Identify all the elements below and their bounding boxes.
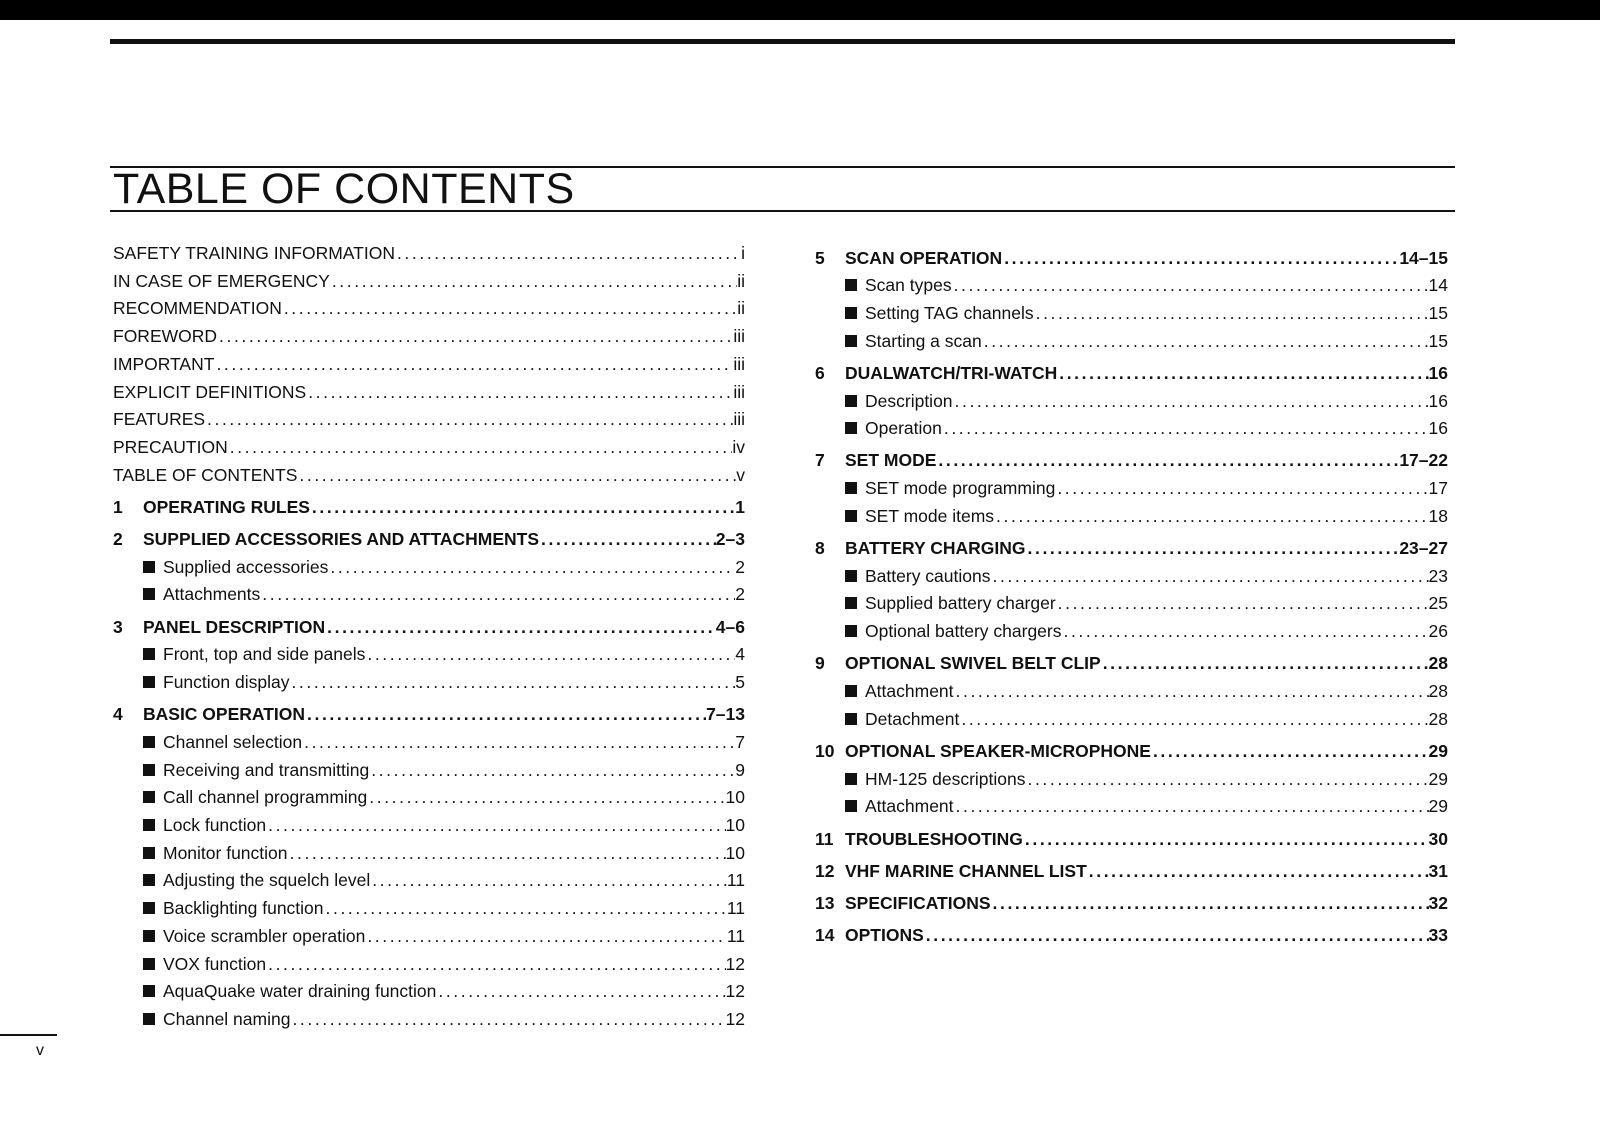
dot-leader [1089, 858, 1429, 886]
square-bullet-icon [143, 791, 155, 803]
entry-page-number: 7–13 [706, 704, 745, 725]
square-bullet-icon [143, 930, 155, 942]
square-bullet-icon [845, 395, 857, 407]
dot-leader [1057, 475, 1428, 503]
toc-entry-sub [815, 475, 1448, 503]
entry-page-number: 2 [735, 556, 745, 577]
dot-leader [216, 351, 733, 379]
entry-label: SAFETY TRAINING INFORMATION [113, 243, 395, 263]
toc-columns [113, 240, 1448, 1034]
entry-page-number: 28 [1428, 653, 1448, 674]
entry-label: IMPORTANT [113, 353, 215, 374]
dot-leader [996, 503, 1429, 531]
toc-entry-front [113, 295, 745, 323]
square-bullet-icon [143, 648, 155, 660]
entry-label: Attachment [865, 681, 954, 702]
page-number: v [36, 1042, 44, 1059]
chapter-number: 4 [113, 704, 123, 725]
entry-page-number: 12 [725, 981, 745, 1002]
dot-leader [1025, 826, 1429, 854]
toc-entry-sub [815, 766, 1448, 794]
chapter-number: 10 [815, 740, 835, 761]
toc-entry-sub [113, 757, 745, 785]
entry-label: Detachment [865, 708, 960, 729]
toc-entry-sub [815, 618, 1448, 646]
dot-leader [299, 462, 736, 490]
square-bullet-icon [845, 510, 857, 522]
square-bullet-icon [143, 874, 155, 886]
dot-leader [367, 641, 735, 669]
toc-entry-sub [113, 978, 745, 1006]
entry-page-number: 14 [1428, 275, 1448, 296]
dot-leader [1059, 360, 1428, 388]
entry-label: OPTIONAL SPEAKER-MICROPHONE [845, 740, 1151, 761]
dot-leader [944, 415, 1429, 443]
entry-page-number: iii [733, 381, 745, 402]
entry-label: SUPPLIED ACCESSORIES AND ATTACHMENTS [143, 529, 540, 550]
dot-leader [312, 494, 735, 522]
chapter-number: 1 [113, 496, 123, 517]
entry-label: DUALWATCH/TRI-WATCH [845, 362, 1058, 383]
toc-entry-front [113, 379, 745, 407]
dot-leader [956, 678, 1429, 706]
toc-entry-chapter [113, 701, 745, 729]
dot-leader [326, 895, 727, 923]
toc-entry-sub [113, 867, 745, 895]
toc-entry-chapter [815, 535, 1448, 563]
dot-leader [541, 526, 716, 554]
entry-page-number: 32 [1428, 892, 1448, 913]
entry-page-number: 10 [725, 787, 745, 808]
toc-entry-front [113, 406, 745, 434]
dot-leader [1027, 766, 1428, 794]
toc-entry-sub [815, 590, 1448, 618]
dot-leader [291, 669, 735, 697]
entry-page-number: 23–27 [1399, 538, 1448, 559]
entry-label: SPECIFICATIONS [845, 892, 991, 913]
dot-leader [1153, 738, 1429, 766]
entry-label: Scan types [865, 275, 952, 296]
toc-entry-chapter [113, 526, 745, 554]
entry-label: OPERATING RULES [143, 496, 310, 517]
entry-label: Description [865, 390, 953, 411]
square-bullet-icon [143, 847, 155, 859]
entry-page-number: 11 [726, 925, 745, 946]
toc-entry-chapter [815, 245, 1448, 273]
entry-label: FEATURES [113, 409, 206, 430]
entry-label: PANEL DESCRIPTION [143, 616, 326, 637]
entry-page-number: 16 [1428, 418, 1448, 439]
toc-entry-chapter [815, 360, 1448, 388]
entry-page-number: 11 [726, 898, 745, 919]
dot-leader [926, 922, 1429, 950]
entry-label: Call channel programming [163, 787, 368, 808]
chapter-number: 2 [113, 529, 123, 550]
toc-entry-sub [815, 388, 1448, 416]
toc-entry-sub [113, 923, 745, 951]
entry-label: Voice scrambler operation [163, 925, 366, 946]
square-bullet-icon [143, 676, 155, 688]
entry-page-number: 17 [1428, 478, 1448, 499]
chapter-number: 11 [815, 828, 834, 849]
dot-leader [268, 951, 725, 979]
entry-label: IN CASE OF EMERGENCY [113, 270, 330, 291]
dot-leader [397, 240, 741, 268]
dot-leader [304, 729, 735, 757]
entry-label: OPTIONAL SWIVEL BELT CLIP [845, 653, 1101, 674]
entry-label: SET mode programming [865, 478, 1056, 499]
entry-page-number: 12 [725, 953, 745, 974]
square-bullet-icon [845, 335, 857, 347]
entry-label: Backlighting function [163, 898, 324, 919]
entry-page-number: ii [737, 270, 745, 291]
dot-leader [438, 978, 725, 1006]
toc-entry-sub [815, 678, 1448, 706]
entry-label: Operation [865, 418, 942, 439]
entry-page-number: 16 [1428, 362, 1448, 383]
dot-leader [290, 840, 726, 868]
entry-page-number: 4 [735, 644, 745, 665]
toc-entry-front [113, 268, 745, 296]
toc-entry-sub [113, 641, 745, 669]
toc-entry-front [113, 462, 745, 490]
dot-leader [207, 406, 733, 434]
entry-page-number: 16 [1428, 390, 1448, 411]
toc-entry-sub [113, 895, 745, 923]
toc-entry-chapter [815, 650, 1448, 678]
toc-entry-chapter [815, 447, 1448, 475]
entry-label: FOREWORD [113, 326, 218, 347]
dot-leader [955, 388, 1429, 416]
entry-page-number: ii [737, 298, 745, 319]
chapter-number: 13 [815, 892, 835, 913]
entry-page-number: 33 [1428, 925, 1448, 946]
chapter-number: 14 [815, 925, 835, 946]
entry-label: BASIC OPERATION [143, 704, 306, 725]
entry-page-number: 1 [735, 496, 745, 517]
entry-page-number: 29 [1428, 740, 1448, 761]
toc-entry-sub [113, 669, 745, 697]
square-bullet-icon [143, 588, 155, 600]
dot-leader [307, 701, 706, 729]
page-title: TABLE OF CONTENTS [113, 165, 575, 213]
entry-label: Monitor function [163, 842, 288, 863]
entry-page-number: 9 [735, 759, 745, 780]
entry-label: RECOMMENDATION [113, 298, 282, 319]
dot-leader [219, 323, 733, 351]
dot-leader [1103, 650, 1429, 678]
top-black-bar [0, 0, 1600, 20]
dot-leader [262, 581, 735, 609]
entry-label: TABLE OF CONTENTS [113, 464, 298, 485]
entry-label: SET MODE [845, 450, 937, 471]
toc-entry-front [113, 351, 745, 379]
entry-label: OPTIONS [845, 925, 924, 946]
square-bullet-icon [845, 625, 857, 637]
chapter-number: 12 [815, 860, 835, 881]
entry-page-number: 2 [735, 584, 745, 605]
entry-page-number: 7 [735, 731, 745, 752]
entry-page-number: 14–15 [1399, 247, 1448, 268]
square-bullet-icon [845, 597, 857, 609]
entry-page-number: 29 [1428, 768, 1448, 789]
toc-entry-sub [815, 415, 1448, 443]
square-bullet-icon [845, 570, 857, 582]
square-bullet-icon [845, 307, 857, 319]
chapter-number: 5 [815, 247, 825, 268]
square-bullet-icon [845, 422, 857, 434]
title-block [110, 166, 1455, 212]
dot-leader [369, 784, 725, 812]
toc-entry-sub [815, 793, 1448, 821]
dot-leader [308, 379, 733, 407]
header-thick-rule [110, 39, 1455, 44]
dot-leader [992, 563, 1428, 591]
toc-entry-sub [815, 706, 1448, 734]
toc-entry-chapter [815, 890, 1448, 918]
entry-label: Receiving and transmitting [163, 759, 370, 780]
entry-page-number: 10 [725, 815, 745, 836]
entry-label: TROUBLESHOOTING [845, 828, 1023, 849]
square-bullet-icon [845, 685, 857, 697]
entry-page-number: 31 [1428, 860, 1448, 881]
entry-page-number: 10 [725, 842, 745, 863]
entry-label: EXPLICIT DEFINITIONS [113, 381, 307, 402]
toc-entry-chapter [815, 858, 1448, 886]
entry-page-number: 29 [1428, 796, 1448, 817]
dot-leader [284, 295, 737, 323]
toc-column-left [113, 240, 745, 1034]
footer-rule [0, 1034, 57, 1036]
entry-label: Front, top and side panels [163, 644, 366, 665]
entry-label: Attachment [865, 796, 954, 817]
square-bullet-icon [143, 902, 155, 914]
entry-label: Channel selection [163, 731, 303, 752]
entry-page-number: 18 [1428, 505, 1448, 526]
square-bullet-icon [143, 958, 155, 970]
entry-page-number: 2–3 [715, 529, 745, 550]
chapter-number: 8 [815, 538, 825, 559]
entry-page-number: v [736, 464, 745, 485]
entry-page-number: 28 [1428, 681, 1448, 702]
toc-entry-sub [815, 503, 1448, 531]
toc-entry-sub [815, 563, 1448, 591]
entry-label: HM-125 descriptions [865, 768, 1026, 789]
dot-leader [1036, 300, 1429, 328]
toc-entry-chapter [815, 922, 1448, 950]
entry-label: BATTERY CHARGING [845, 538, 1026, 559]
toc-entry-sub [113, 812, 745, 840]
dot-leader [230, 434, 733, 462]
chapter-number: 3 [113, 616, 123, 637]
dot-leader [1058, 590, 1429, 618]
toc-entry-front [113, 434, 745, 462]
entry-page-number: 15 [1428, 302, 1448, 323]
dot-leader [367, 923, 727, 951]
square-bullet-icon [143, 1013, 155, 1025]
square-bullet-icon [143, 819, 155, 831]
entry-page-number: iii [733, 409, 745, 430]
entry-label: Optional battery chargers [865, 621, 1062, 642]
toc-entry-chapter [815, 826, 1448, 854]
dot-leader [984, 328, 1429, 356]
entry-page-number: 12 [725, 1008, 745, 1029]
dot-leader [1064, 618, 1429, 646]
entry-label: Channel naming [163, 1008, 291, 1029]
dot-leader [330, 554, 735, 582]
toc-entry-sub [113, 729, 745, 757]
chapter-number: 6 [815, 362, 825, 383]
square-bullet-icon [845, 713, 857, 725]
square-bullet-icon [143, 985, 155, 997]
dot-leader [993, 890, 1429, 918]
dot-leader [292, 1006, 725, 1034]
entry-label: Supplied accessories [163, 556, 329, 577]
entry-label: Battery cautions [865, 565, 991, 586]
dot-leader [954, 272, 1429, 300]
toc-entry-front [113, 323, 745, 351]
entry-label: VHF MARINE CHANNEL LIST [845, 860, 1087, 881]
square-bullet-icon [143, 764, 155, 776]
entry-page-number: i [741, 243, 745, 263]
toc-entry-sub [113, 840, 745, 868]
entry-page-number: 15 [1428, 330, 1448, 351]
square-bullet-icon [143, 561, 155, 573]
entry-page-number: 30 [1428, 828, 1448, 849]
chapter-number: 7 [815, 450, 825, 471]
chapter-number: 9 [815, 653, 825, 674]
entry-page-number: 4–6 [715, 616, 745, 637]
entry-label: SCAN OPERATION [845, 247, 1003, 268]
square-bullet-icon [845, 482, 857, 494]
entry-label: SET mode items [865, 505, 995, 526]
entry-page-number: 11 [726, 870, 745, 891]
entry-label: Starting a scan [865, 330, 982, 351]
entry-label: AquaQuake water draining function [163, 981, 437, 1002]
entry-label: Adjusting the squelch level [163, 870, 371, 891]
square-bullet-icon [845, 279, 857, 291]
toc-entry-sub [815, 328, 1448, 356]
dot-leader [1004, 245, 1399, 273]
dot-leader [956, 793, 1429, 821]
entry-page-number: 5 [735, 672, 745, 693]
entry-page-number: 23 [1428, 565, 1448, 586]
square-bullet-icon [845, 773, 857, 785]
toc-entry-chapter [815, 738, 1448, 766]
entry-label: Attachments [163, 584, 261, 605]
toc-entry-chapter [113, 614, 745, 642]
toc-entry-sub [113, 581, 745, 609]
entry-page-number: iii [733, 353, 745, 374]
toc-entry-sub [113, 951, 745, 979]
entry-page-number: iii [733, 326, 745, 347]
entry-page-number: 26 [1428, 621, 1448, 642]
entry-label: PRECAUTION [113, 436, 228, 457]
dot-leader [371, 757, 735, 785]
toc-entry-sub [113, 784, 745, 812]
entry-label: Lock function [163, 815, 267, 836]
toc-entry-front [113, 240, 745, 268]
entry-label: VOX function [163, 953, 267, 974]
square-bullet-icon [143, 736, 155, 748]
entry-page-number: 17–22 [1399, 450, 1448, 471]
toc-entry-chapter [113, 494, 745, 522]
toc-entry-sub [113, 554, 745, 582]
dot-leader [938, 447, 1399, 475]
entry-label: Setting TAG channels [865, 302, 1034, 323]
dot-leader [1028, 535, 1400, 563]
toc-entry-sub [815, 272, 1448, 300]
square-bullet-icon [845, 800, 857, 812]
toc-entry-sub [113, 1006, 745, 1034]
dot-leader [372, 867, 727, 895]
entry-label: Function display [163, 672, 290, 693]
dot-leader [332, 268, 737, 296]
entry-label: Supplied battery charger [865, 593, 1056, 614]
entry-page-number: 28 [1428, 708, 1448, 729]
toc-entry-sub [815, 300, 1448, 328]
dot-leader [268, 812, 725, 840]
dot-leader [327, 614, 716, 642]
entry-page-number: 25 [1428, 593, 1448, 614]
entry-page-number: iv [732, 436, 745, 457]
toc-column-right [815, 240, 1448, 1034]
dot-leader [961, 706, 1428, 734]
